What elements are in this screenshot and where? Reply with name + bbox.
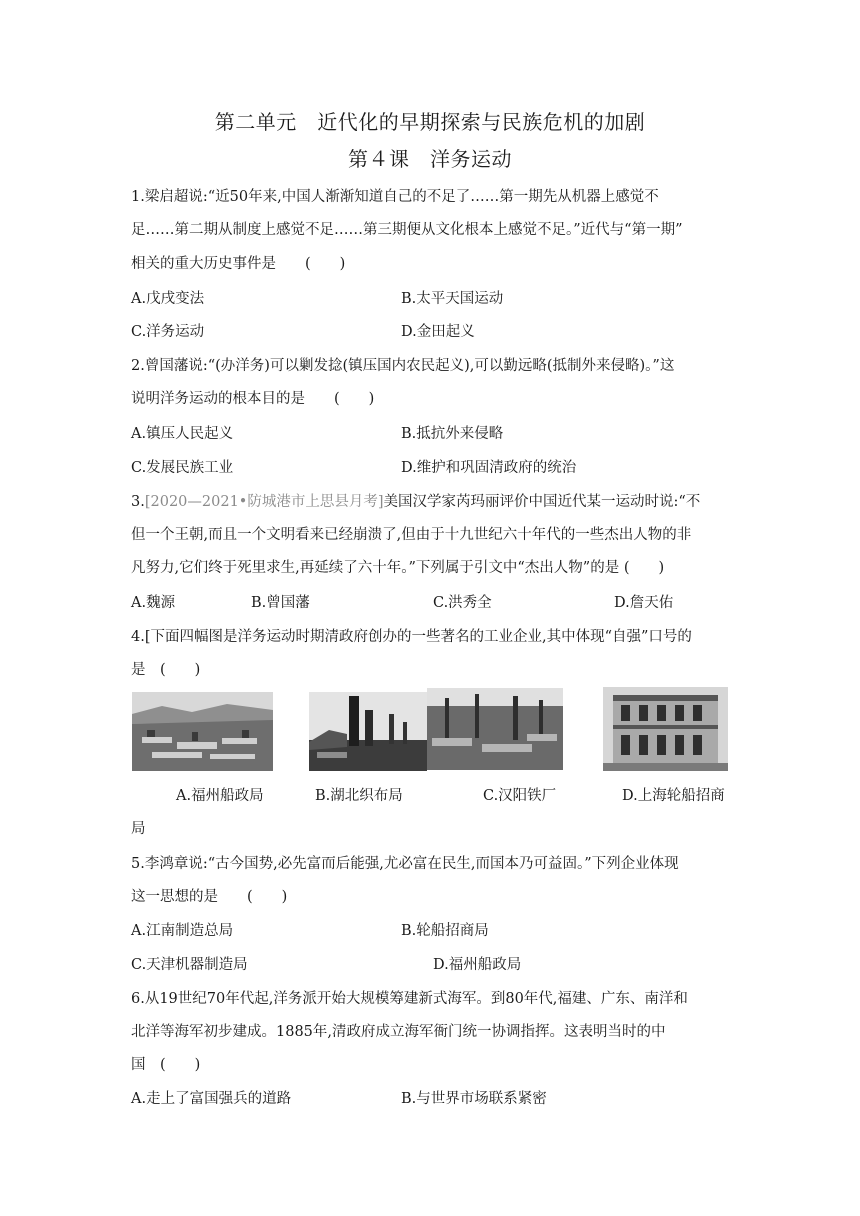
q6-line-1: 6.从19世纪70年代起,洋务派开始大规模筹建新式海军。到80年代,福建、广东、南洋和 xyxy=(131,991,688,1007)
q4-option-b: B.湖北织布局 xyxy=(315,788,403,804)
photo-shanghai-merchants-bureau xyxy=(603,687,728,771)
q2-line-1: 2.曾国藩说:“(办洋务)可以剿发捻(镇压国内农民起义),可以勤远略(抵制外来侵略)。”这 xyxy=(131,358,675,374)
q2-option-c: C.发展民族工业 xyxy=(131,460,234,476)
q1-line-2: 足……第二期从制度上感觉不足……第三期便从文化根本上感觉不足。”近代与“第一期” xyxy=(131,222,683,238)
q3-option-d: D.詹天佑 xyxy=(614,595,674,611)
q1-option-b: B.太平天国运动 xyxy=(401,291,504,307)
q1-line-1: 1.梁启超说:“近50年来,中国人渐渐知道自己的不足了……第一期先从机器上感觉不 xyxy=(131,189,659,205)
q1-option-c: C.洋务运动 xyxy=(131,324,205,340)
q3-line-1-text: 美国汉学家芮玛丽评价中国近代某一运动时说:“不 xyxy=(383,494,701,510)
q3-option-a: A.魏源 xyxy=(131,595,176,611)
q4-option-d: D.上海轮船招商 xyxy=(622,788,725,804)
q4-line-1: 4.[下面四幅图是洋务运动时期清政府创办的一些著名的工业企业,其中体现“自强”口号的 xyxy=(131,629,692,645)
q6-option-a: A.走上了富国强兵的道路 xyxy=(131,1091,292,1107)
q5-option-a: A.江南制造总局 xyxy=(131,923,234,939)
q1-line-3: 相关的重大历史事件是 ( ) xyxy=(131,256,346,272)
q5-option-b: B.轮船招商局 xyxy=(401,923,489,939)
q2-option-a: A.镇压人民起义 xyxy=(131,426,234,442)
q1-option-d: D.金田起义 xyxy=(401,324,475,340)
q2-option-b: B.抵抗外来侵略 xyxy=(401,426,504,442)
q3-option-c: C.洪秀全 xyxy=(433,595,492,611)
photo-fuzhou-shipyard xyxy=(132,692,273,771)
q4-option-a: A.福州船政局 xyxy=(176,788,264,804)
q3-line-3: 凡努力,它们终于死里求生,再延续了六十年。”下列属于引文中“杰出人物”的是 ( ) xyxy=(131,560,665,576)
photo-hubei-textile-bureau xyxy=(309,692,427,771)
q5-line-2: 这一思想的是 ( ) xyxy=(131,889,288,905)
q5-line-1: 5.李鸿章说:“古今国势,必先富而后能强,尤必富在民生,而国本乃可益固。”下列企业体现 xyxy=(131,856,679,872)
q3-number: 3. xyxy=(131,494,145,510)
q6-line-3: 国 ( ) xyxy=(131,1057,201,1073)
q3-option-b: B.曾国藩 xyxy=(251,595,310,611)
q3-source: [2020—2021•防城港市上思县月考] xyxy=(144,494,384,510)
q4-option-c: C.汉阳铁厂 xyxy=(483,788,557,804)
q1-option-a: A.戊戌变法 xyxy=(131,291,205,307)
photo-hanyang-ironworks xyxy=(427,688,563,770)
q5-option-c: C.天津机器制造局 xyxy=(131,957,248,973)
q4-line-2: 是 ( ) xyxy=(131,662,201,678)
q5-option-d: D.福州船政局 xyxy=(433,957,522,973)
q3-line-1 xyxy=(131,490,700,511)
q6-line-2: 北洋等海军初步建成。1885年,清政府成立海军衙门统一协调指挥。这表明当时的中 xyxy=(131,1024,666,1040)
q4-option-d-wrap: 局 xyxy=(131,821,146,837)
q2-option-d: D.维护和巩固清政府的统治 xyxy=(401,460,577,476)
lesson-title: 第４课 洋务运动 xyxy=(348,147,512,171)
q6-option-b: B.与世界市场联系紧密 xyxy=(401,1091,547,1107)
q3-line-2: 但一个王朝,而且一个文明看来已经崩溃了,但由于十九世纪六十年代的一些杰出人物的非 xyxy=(131,527,692,543)
q2-line-2: 说明洋务运动的根本目的是 ( ) xyxy=(131,391,375,407)
unit-title: 第二单元 近代化的早期探索与民族危机的加剧 xyxy=(214,110,646,134)
